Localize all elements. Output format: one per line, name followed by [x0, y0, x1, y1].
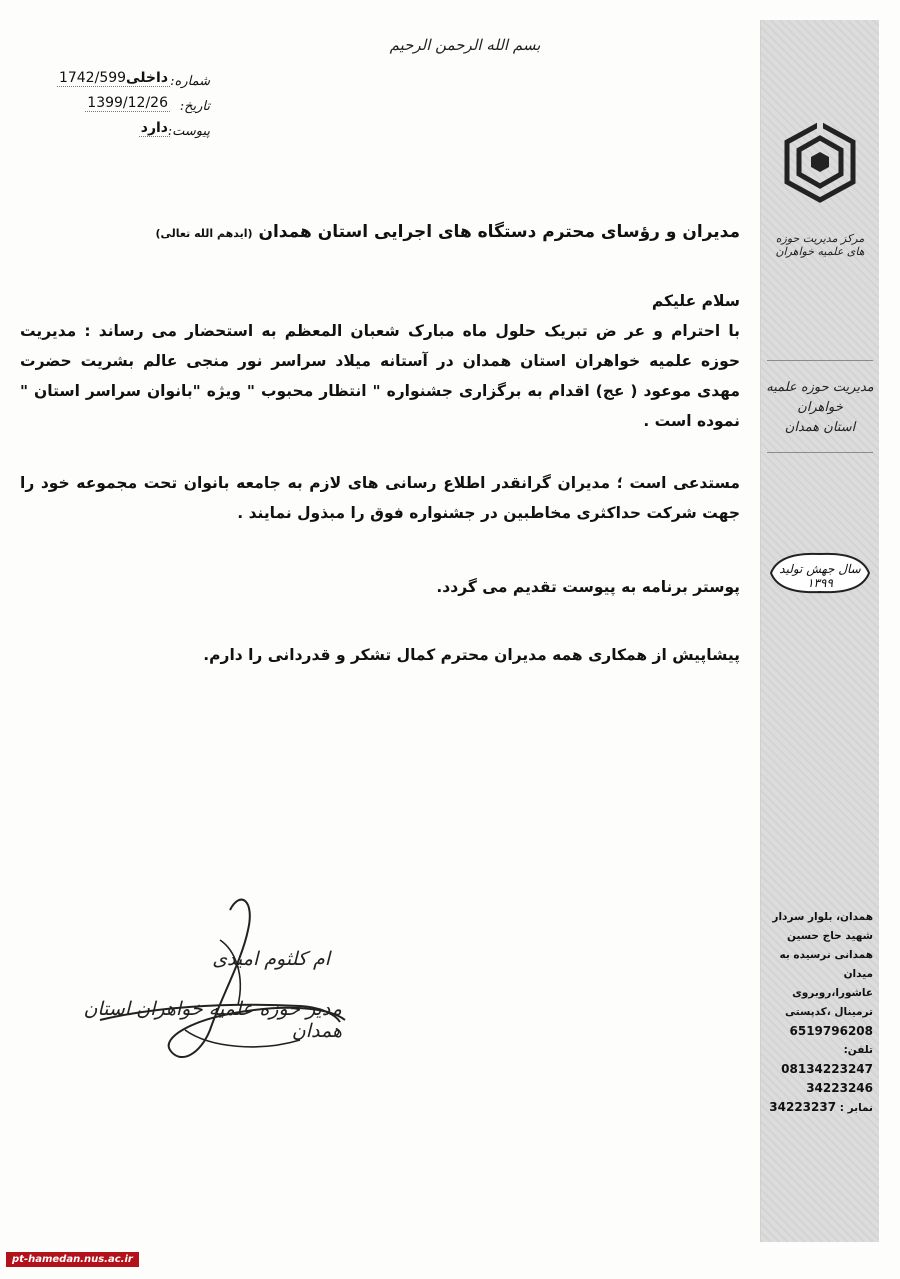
sidebar-divider [767, 360, 873, 361]
letter-body [20, 222, 740, 670]
letterhead-sidebar [760, 20, 879, 1242]
address-line: میدان عاشورا،روبروی [792, 968, 873, 999]
fax-number: 34223237 [769, 1100, 837, 1114]
letter-title [20, 222, 740, 242]
meta-number-row [40, 70, 210, 95]
date-label: تاریخ: [179, 99, 210, 114]
recipient-honorific: (ایدهم الله تعالی) [155, 227, 253, 240]
office-name-line2: استان همدان [784, 420, 856, 435]
fax-label: نمابر : [839, 1102, 873, 1114]
paragraph-attachment: پوستر برنامه به پیوست تقدیم می گردد. [436, 578, 740, 596]
sidebar-divider [767, 452, 873, 453]
address-line: همدان، بلوار سردار [772, 911, 873, 923]
paragraph-announcement: با احترام و عر ض تبریک حلول ماه مبارک شعبان المعظم به استحضار می رساند : مدیریت حوزه علمیه خواهران استان همدان در آستانه میلاد سراسر نور منجی عالم بشریت حضرت مهدی موعود ( عج) اقدام به برگزاری جشنواره " انتظار محبوب " ویژه "بانوان سراسر استان " نموده است . [20, 322, 740, 430]
fax-row [761, 1098, 873, 1118]
logo-caption: مرکز مدیریت حوزه های علمیه خواهران [775, 232, 865, 258]
attachment-value: دارد [140, 120, 168, 136]
postal-code: 6519796208 [789, 1024, 873, 1038]
address-block [761, 908, 873, 1118]
meta-date-row [40, 95, 210, 120]
paragraph-thanks: پیشاپیش از همکاری همه مدیران محترم کمال تشکر و قدردانی را دارم. [203, 646, 740, 664]
footer-url-badge: pt-hamedan.nus.ac.ir [6, 1252, 139, 1267]
recipient-title: مدیران و رؤسای محترم دستگاه های اجرایی استان همدان [258, 222, 740, 242]
address-line: همدانی نرسیده به [779, 949, 873, 961]
signatory-title: مدیر حوزه علمیه خواهران استان همدان [83, 998, 342, 1042]
number-value: 1742/ داخلی599 [58, 70, 168, 86]
greeting: سلام علیکم [651, 292, 740, 310]
phone-number: 08134223247 [781, 1062, 873, 1076]
basmala-header: بسم الله الرحمن الرحیم [389, 36, 541, 54]
office-name [765, 378, 875, 438]
phone-number: 34223246 [806, 1081, 873, 1095]
signature-scribble-icon [70, 880, 360, 1080]
letter-meta [40, 70, 210, 145]
office-name-line1: مدیریت حوزه علمیه خواهران [766, 380, 874, 415]
date-value: 1399/12/26 [87, 95, 168, 111]
institution-logo-icon [781, 120, 859, 230]
address-line: شهید حاج حسین [787, 930, 873, 942]
signatory-name: ام کلثوم امیدی [212, 948, 330, 970]
attachment-label: پیوست: [167, 124, 210, 139]
address-line: ترمینال ،کدپستی [785, 1006, 873, 1018]
meta-attachment-row [40, 120, 210, 145]
paragraph-request: مستدعی است ؛ مدیران گرانقدر اطلاع رسانی های لازم به جامعه بانوان تحت مجموعه خود را جهت شرکت حداکثری مخاطبین در جشنواره فوق را مبذول نمایند . [20, 474, 740, 522]
year-slogan: سال جهش تولید ۱۳۹۹ [779, 562, 861, 590]
number-label: شماره: [170, 74, 210, 89]
phone-label: تلفن: [843, 1044, 873, 1056]
